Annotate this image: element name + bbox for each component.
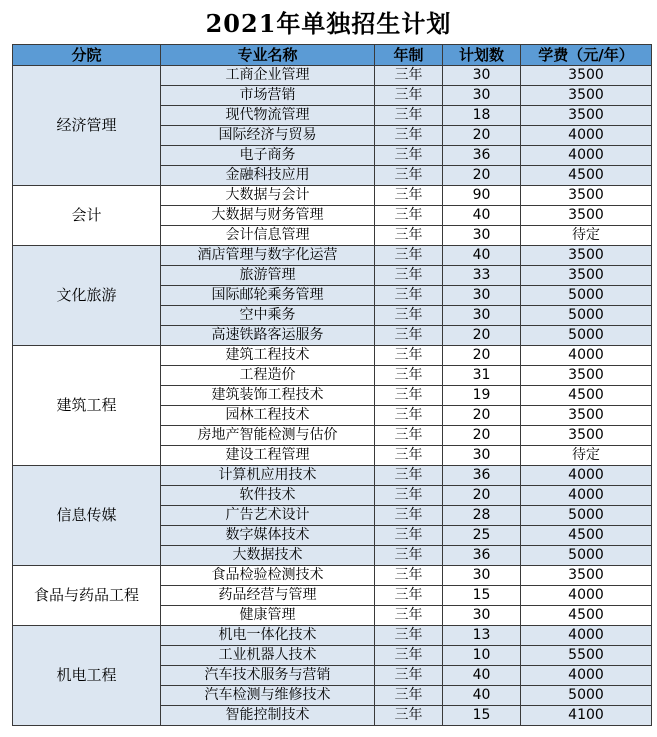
quota-cell[interactable]: 90 bbox=[443, 186, 521, 206]
years-cell[interactable]: 三年 bbox=[375, 586, 443, 606]
major-cell[interactable]: 广告艺术设计 bbox=[161, 506, 375, 526]
major-cell[interactable]: 国际经济与贸易 bbox=[161, 126, 375, 146]
major-cell[interactable]: 房地产智能检测与估价 bbox=[161, 426, 375, 446]
quota-cell[interactable]: 20 bbox=[443, 346, 521, 366]
years-cell[interactable]: 三年 bbox=[375, 526, 443, 546]
tuition-cell[interactable]: 3500 bbox=[521, 86, 652, 106]
years-cell[interactable]: 三年 bbox=[375, 86, 443, 106]
years-cell[interactable]: 三年 bbox=[375, 606, 443, 626]
tuition-cell[interactable]: 3500 bbox=[521, 426, 652, 446]
quota-cell[interactable]: 20 bbox=[443, 486, 521, 506]
years-cell[interactable]: 三年 bbox=[375, 226, 443, 246]
dept-cell[interactable]: 机电工程 bbox=[13, 626, 161, 726]
years-cell[interactable]: 三年 bbox=[375, 686, 443, 706]
years-cell[interactable]: 三年 bbox=[375, 646, 443, 666]
quota-cell[interactable]: 30 bbox=[443, 86, 521, 106]
tuition-cell[interactable]: 4000 bbox=[521, 486, 652, 506]
major-cell[interactable]: 国际邮轮乘务管理 bbox=[161, 286, 375, 306]
tuition-cell[interactable]: 3500 bbox=[521, 246, 652, 266]
major-cell[interactable]: 市场营销 bbox=[161, 86, 375, 106]
tuition-cell[interactable]: 5000 bbox=[521, 546, 652, 566]
tuition-cell[interactable]: 3500 bbox=[521, 266, 652, 286]
years-cell[interactable]: 三年 bbox=[375, 466, 443, 486]
tuition-cell[interactable]: 4100 bbox=[521, 706, 652, 726]
column-header-dept[interactable]: 分院 bbox=[13, 45, 161, 66]
major-cell[interactable]: 酒店管理与数字化运营 bbox=[161, 246, 375, 266]
tuition-cell[interactable]: 4000 bbox=[521, 666, 652, 686]
tuition-cell[interactable]: 4500 bbox=[521, 386, 652, 406]
years-cell[interactable]: 三年 bbox=[375, 486, 443, 506]
quota-cell[interactable]: 31 bbox=[443, 366, 521, 386]
quota-cell[interactable]: 30 bbox=[443, 66, 521, 86]
major-cell[interactable]: 空中乘务 bbox=[161, 306, 375, 326]
enrollment-table bbox=[12, 44, 652, 726]
years-cell[interactable]: 三年 bbox=[375, 266, 443, 286]
major-cell[interactable]: 工商企业管理 bbox=[161, 66, 375, 86]
quota-cell[interactable]: 36 bbox=[443, 546, 521, 566]
years-cell[interactable]: 三年 bbox=[375, 546, 443, 566]
quota-cell[interactable]: 30 bbox=[443, 306, 521, 326]
column-header-tuition[interactable]: 学费（元/年） bbox=[521, 45, 652, 66]
column-header-years[interactable]: 年制 bbox=[375, 45, 443, 66]
table-row bbox=[13, 566, 652, 586]
quota-cell[interactable]: 30 bbox=[443, 446, 521, 466]
years-cell[interactable]: 三年 bbox=[375, 146, 443, 166]
table-row bbox=[13, 626, 652, 646]
quota-cell[interactable]: 30 bbox=[443, 226, 521, 246]
years-cell[interactable]: 三年 bbox=[375, 246, 443, 266]
years-cell[interactable]: 三年 bbox=[375, 66, 443, 86]
tuition-cell[interactable]: 4000 bbox=[521, 626, 652, 646]
years-cell[interactable]: 三年 bbox=[375, 106, 443, 126]
years-cell[interactable]: 三年 bbox=[375, 166, 443, 186]
major-cell[interactable]: 建筑装饰工程技术 bbox=[161, 386, 375, 406]
major-cell[interactable]: 智能控制技术 bbox=[161, 706, 375, 726]
quota-cell[interactable]: 36 bbox=[443, 146, 521, 166]
column-header-major[interactable]: 专业名称 bbox=[161, 45, 375, 66]
major-cell[interactable]: 计算机应用技术 bbox=[161, 466, 375, 486]
dept-cell[interactable]: 建筑工程 bbox=[13, 346, 161, 466]
years-cell[interactable]: 三年 bbox=[375, 286, 443, 306]
major-cell[interactable]: 金融科技应用 bbox=[161, 166, 375, 186]
quota-cell[interactable]: 18 bbox=[443, 106, 521, 126]
major-cell[interactable]: 园林工程技术 bbox=[161, 406, 375, 426]
quota-cell[interactable]: 19 bbox=[443, 386, 521, 406]
tuition-cell[interactable]: 3500 bbox=[521, 206, 652, 226]
major-cell[interactable]: 软件技术 bbox=[161, 486, 375, 506]
major-cell[interactable]: 大数据技术 bbox=[161, 546, 375, 566]
dept-cell[interactable]: 食品与药品工程 bbox=[13, 566, 161, 626]
quota-cell[interactable]: 20 bbox=[443, 426, 521, 446]
major-cell[interactable]: 数字媒体技术 bbox=[161, 526, 375, 546]
tuition-cell[interactable]: 4500 bbox=[521, 526, 652, 546]
years-cell[interactable]: 三年 bbox=[375, 186, 443, 206]
years-cell[interactable]: 三年 bbox=[375, 566, 443, 586]
quota-cell[interactable]: 40 bbox=[443, 686, 521, 706]
years-cell[interactable]: 三年 bbox=[375, 366, 443, 386]
major-cell[interactable]: 电子商务 bbox=[161, 146, 375, 166]
major-cell[interactable]: 旅游管理 bbox=[161, 266, 375, 286]
major-cell[interactable]: 机电一体化技术 bbox=[161, 626, 375, 646]
major-cell[interactable]: 汽车技术服务与营销 bbox=[161, 666, 375, 686]
major-cell[interactable]: 建筑工程技术 bbox=[161, 346, 375, 366]
table-row bbox=[13, 186, 652, 206]
header-row bbox=[13, 45, 652, 66]
years-cell[interactable]: 三年 bbox=[375, 626, 443, 646]
page-title: 2021年单独招生计划 bbox=[205, 8, 452, 38]
major-cell[interactable]: 建设工程管理 bbox=[161, 446, 375, 466]
major-cell[interactable]: 现代物流管理 bbox=[161, 106, 375, 126]
quota-cell[interactable]: 20 bbox=[443, 166, 521, 186]
years-cell[interactable]: 三年 bbox=[375, 666, 443, 686]
tuition-cell[interactable]: 4000 bbox=[521, 146, 652, 166]
tuition-cell[interactable]: 3500 bbox=[521, 366, 652, 386]
tuition-cell[interactable]: 4000 bbox=[521, 586, 652, 606]
major-cell[interactable]: 工业机器人技术 bbox=[161, 646, 375, 666]
tuition-cell[interactable]: 3500 bbox=[521, 66, 652, 86]
quota-cell[interactable]: 30 bbox=[443, 286, 521, 306]
tuition-cell[interactable]: 3500 bbox=[521, 406, 652, 426]
tuition-cell[interactable]: 4500 bbox=[521, 606, 652, 626]
tuition-cell[interactable]: 4000 bbox=[521, 126, 652, 146]
dept-cell[interactable]: 信息传媒 bbox=[13, 466, 161, 566]
years-cell[interactable]: 三年 bbox=[375, 406, 443, 426]
major-cell[interactable]: 工程造价 bbox=[161, 366, 375, 386]
tuition-cell[interactable]: 3500 bbox=[521, 566, 652, 586]
quota-cell[interactable]: 10 bbox=[443, 646, 521, 666]
dept-cell[interactable]: 经济管理 bbox=[13, 66, 161, 186]
major-cell[interactable]: 大数据与财务管理 bbox=[161, 206, 375, 226]
major-cell[interactable]: 食品检验检测技术 bbox=[161, 566, 375, 586]
tuition-cell[interactable]: 待定 bbox=[521, 446, 652, 466]
tuition-cell[interactable]: 3500 bbox=[521, 106, 652, 126]
dept-cell[interactable]: 文化旅游 bbox=[13, 246, 161, 346]
tuition-cell[interactable]: 5500 bbox=[521, 646, 652, 666]
major-cell[interactable]: 药品经营与管理 bbox=[161, 586, 375, 606]
major-cell[interactable]: 大数据与会计 bbox=[161, 186, 375, 206]
years-cell[interactable]: 三年 bbox=[375, 306, 443, 326]
tuition-cell[interactable]: 5000 bbox=[521, 686, 652, 706]
quota-cell[interactable]: 30 bbox=[443, 566, 521, 586]
years-cell[interactable]: 三年 bbox=[375, 206, 443, 226]
table-row bbox=[13, 66, 652, 86]
quota-cell[interactable]: 36 bbox=[443, 466, 521, 486]
table-row bbox=[13, 466, 652, 486]
years-cell[interactable]: 三年 bbox=[375, 346, 443, 366]
major-cell[interactable]: 高速铁路客运服务 bbox=[161, 326, 375, 346]
tuition-cell[interactable]: 3500 bbox=[521, 186, 652, 206]
tuition-cell[interactable]: 5000 bbox=[521, 506, 652, 526]
quota-cell[interactable]: 15 bbox=[443, 706, 521, 726]
years-cell[interactable]: 三年 bbox=[375, 126, 443, 146]
tuition-cell[interactable]: 4000 bbox=[521, 466, 652, 486]
years-cell[interactable]: 三年 bbox=[375, 326, 443, 346]
quota-cell[interactable]: 40 bbox=[443, 246, 521, 266]
years-cell[interactable]: 三年 bbox=[375, 446, 443, 466]
table-row bbox=[13, 346, 652, 366]
quota-cell[interactable]: 33 bbox=[443, 266, 521, 286]
tuition-cell[interactable]: 5000 bbox=[521, 326, 652, 346]
years-cell[interactable]: 三年 bbox=[375, 386, 443, 406]
quota-cell[interactable]: 28 bbox=[443, 506, 521, 526]
tuition-cell[interactable]: 4000 bbox=[521, 346, 652, 366]
dept-cell[interactable]: 会计 bbox=[13, 186, 161, 246]
quota-cell[interactable]: 20 bbox=[443, 326, 521, 346]
quota-cell[interactable]: 13 bbox=[443, 626, 521, 646]
quota-cell[interactable]: 20 bbox=[443, 126, 521, 146]
tuition-cell[interactable]: 待定 bbox=[521, 226, 652, 246]
table-row bbox=[13, 246, 652, 266]
column-header-quota[interactable]: 计划数 bbox=[443, 45, 521, 66]
quota-cell[interactable]: 40 bbox=[443, 206, 521, 226]
quota-cell[interactable]: 30 bbox=[443, 606, 521, 626]
tuition-cell[interactable]: 5000 bbox=[521, 306, 652, 326]
major-cell[interactable]: 汽车检测与维修技术 bbox=[161, 686, 375, 706]
years-cell[interactable]: 三年 bbox=[375, 706, 443, 726]
years-cell[interactable]: 三年 bbox=[375, 506, 443, 526]
quota-cell[interactable]: 15 bbox=[443, 586, 521, 606]
quota-cell[interactable]: 25 bbox=[443, 526, 521, 546]
major-cell[interactable]: 健康管理 bbox=[161, 606, 375, 626]
quota-cell[interactable]: 40 bbox=[443, 666, 521, 686]
major-cell[interactable]: 会计信息管理 bbox=[161, 226, 375, 246]
years-cell[interactable]: 三年 bbox=[375, 426, 443, 446]
tuition-cell[interactable]: 5000 bbox=[521, 286, 652, 306]
tuition-cell[interactable]: 4500 bbox=[521, 166, 652, 186]
quota-cell[interactable]: 20 bbox=[443, 406, 521, 426]
